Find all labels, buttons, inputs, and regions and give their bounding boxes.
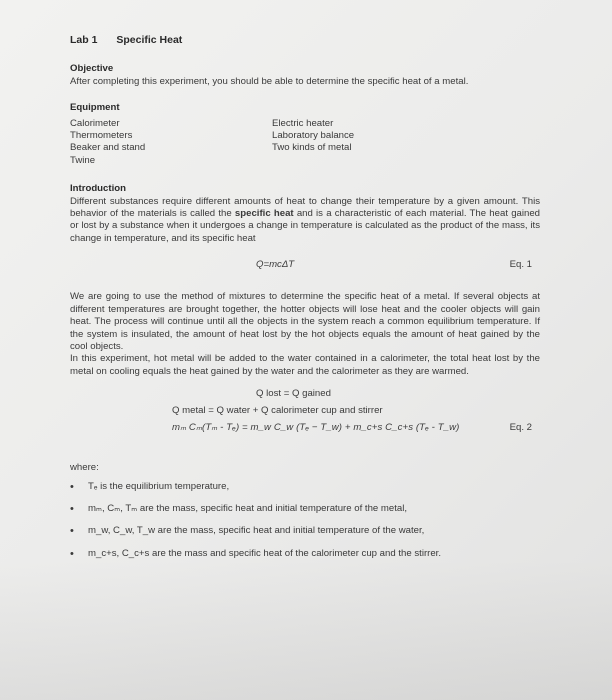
list-item — [70, 548, 540, 560]
list-item — [70, 525, 540, 537]
specific-heat-term: specific heat — [234, 208, 294, 220]
bullet: • — [70, 547, 74, 560]
intro-text: Different substances require different amounts of heat to change their temperature by a given amount. This behavior of the materials is called the — [70, 195, 540, 220]
list-item-text: m_w, C_w, T_w are the mass, specific heat and initial temperature of the water, — [88, 525, 425, 537]
list-item-text: m_c+s, C_c+s are the mass and specific heat of the calorimeter cup and the stirrer. — [88, 547, 442, 559]
equation-2-line-2: Q metal = Q water + Q calorimeter cup and stirrer — [172, 405, 383, 417]
list-item — [70, 481, 540, 493]
where-heading: where: — [70, 462, 99, 474]
equipment-heading: Equipment — [70, 102, 120, 114]
objective-text: After completing this experiment, you should be able to determine the specific heat of a metal. — [70, 75, 469, 87]
bullet: • — [70, 480, 74, 493]
bullet: • — [70, 525, 74, 538]
equipment-item: Electric heater — [272, 117, 334, 129]
equation-1 — [70, 259, 540, 271]
list-item-text: mₘ, Cₘ, Tₘ are the mass, specific heat and initial temperature of the metal, — [88, 502, 408, 514]
objective-heading: Objective — [70, 63, 114, 75]
variable-list — [70, 481, 540, 561]
equipment-item: Two kinds of metal — [272, 142, 352, 154]
equation-2-line-1: Q lost = Q gained — [256, 388, 331, 400]
equipment-column-1 — [70, 118, 272, 168]
equation-1-label: Eq. 1 — [509, 259, 532, 271]
introduction-heading: Introduction — [70, 183, 126, 195]
equipment-item: Laboratory balance — [272, 130, 355, 142]
introduction-paragraph-1 — [70, 196, 540, 246]
objective-section — [70, 63, 540, 88]
intro-text: and is a characteristic of each material. The heat gained or lost by a substance when it undergoes a change in temperature is calculated as the product of the mass, its change in temperature, and its specific heat — [70, 208, 541, 244]
list-item-text: Tₑ is the equilibrium temperature, — [88, 480, 230, 492]
lab-title: Specific Heat — [116, 34, 183, 46]
equipment-item: Thermometers — [70, 130, 133, 142]
list-item — [70, 503, 540, 515]
equation-2-line-3: mₘ Cₘ(Tₘ - Tₑ) = m_w C_w (Tₑ − T_w) + m_c+s C_c+s (Tₑ - T_w) — [172, 422, 460, 434]
lab-title-row — [70, 34, 540, 46]
introduction-paragraph-3: In this experiment, hot metal will be added to the water contained in a calorimeter, the total heat lost by the metal on cooling equals the heat gained by the water and the calorimeter as they are warmed. — [70, 353, 540, 377]
equation-2-label: Eq. 2 — [509, 422, 532, 434]
equation-1-formula: Q=mcΔT — [256, 259, 295, 271]
document-content — [70, 34, 540, 570]
equation-2-block — [70, 388, 540, 440]
equipment-section — [70, 102, 540, 167]
equipment-list — [70, 118, 540, 168]
page-shadow — [0, 560, 612, 700]
equipment-item: Beaker and stand — [70, 142, 146, 154]
equipment-item: Twine — [70, 154, 96, 166]
equipment-item: Calorimeter — [70, 117, 120, 129]
where-section — [70, 462, 540, 560]
bullet: • — [70, 502, 74, 515]
introduction-section — [70, 183, 540, 378]
lab-number: Lab 1 — [70, 34, 98, 46]
equipment-column-2 — [272, 118, 354, 168]
introduction-paragraph-2: We are going to use the method of mixtures to determine the specific heat of a metal. If several objects at different temperatures are brought together, the hotter objects will lose heat and the cooler objects will gain heat. The process will continue until all the objects in the system reach a common equilibrium temperature. If the system is insulated, the amount of heat lost by the hot objects equals the amount of heat gained by the cool objects. — [70, 291, 540, 352]
